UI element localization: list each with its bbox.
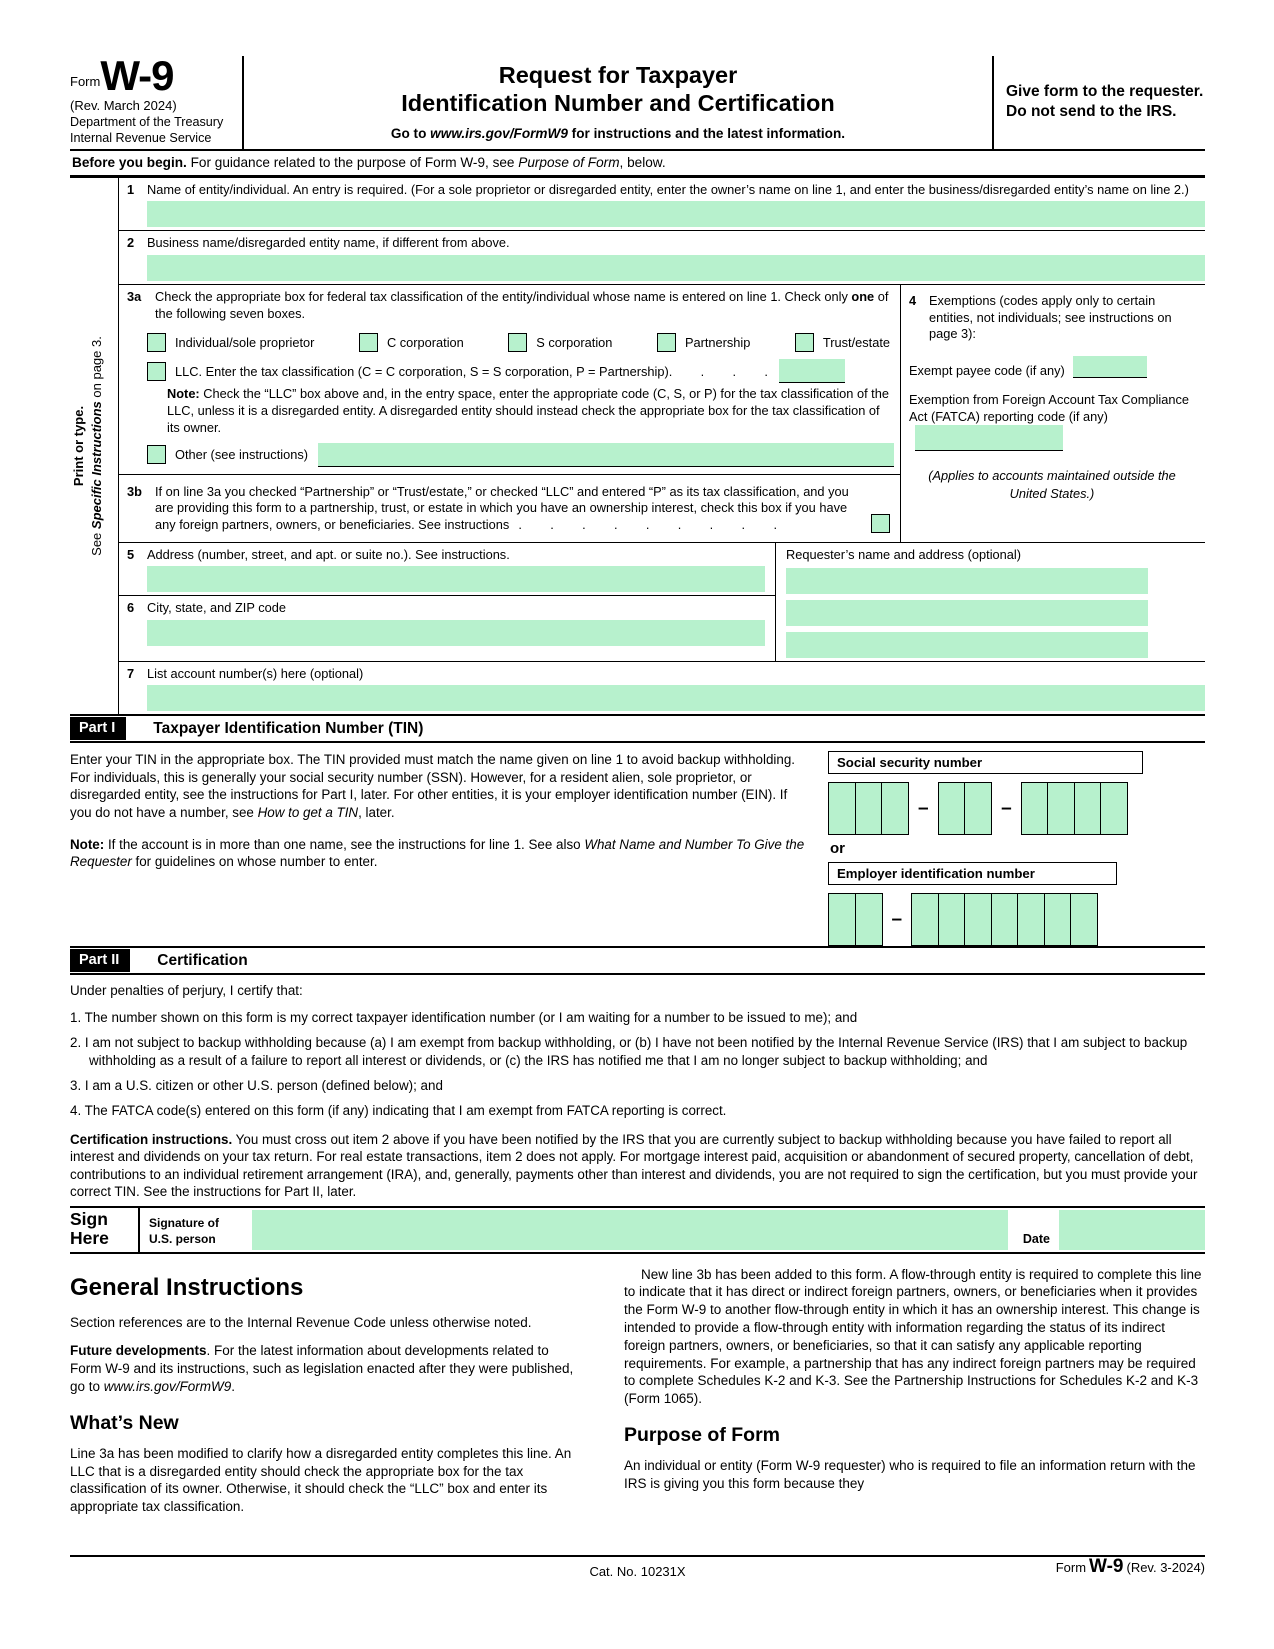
certification-intro: Under penalties of perjury, I certify that: [70,983,303,999]
signature-of-label [140,1208,252,1252]
ein-group2 [911,893,1098,946]
irs-url: www.irs.gov/FormW9 [430,126,568,142]
llc-note-bold: Note: [167,386,200,402]
certification-instructions [70,1131,1205,1201]
part1-title: Taxpayer Identification Number (TIN) [153,719,424,737]
future-developments-paragraph [70,1342,577,1395]
new-line3b-paragraph: New line 3b has been added to this form. A flow-through entity is required to complete this line to indicate that it has direct or indirect foreign partners, owners, or beneficiaries when it provides the Form W-9 to another flow-through entity in which it has an ownership interest. This change is intended to provide a flow-through entity with information regarding the status of its indirect foreign partners, owners, or beneficiaries, so that it can satisfy any applicable reporting requirements. For example, a partnership that has any indirect foreign partners may be required to complete Schedules K-2 and K-3. See the Partnership Instructions for Schedules K-2 and K-3 (Form 1065). [624,1266,1202,1407]
line3-and-4-row [119,285,1205,543]
catalog-number: Cat. No. 10231X [589,1564,686,1580]
ein-cells [828,893,1205,946]
requester-input-field-1[interactable] [786,568,1148,594]
ein-digit-cell[interactable] [828,893,856,946]
ssn-digit-cell[interactable] [1100,782,1128,835]
line6-number: 6 [127,600,135,616]
agency-label: Internal Revenue Service [70,130,212,145]
fatca-code-input[interactable] [915,425,1063,451]
form-number-line [70,52,234,99]
account-numbers-input-field[interactable] [147,685,1205,711]
llc-label: LLC. Enter the tax classification (C = C corporation, S = S corporation, P = Partnership) [175,363,669,379]
business-name-input-field[interactable] [147,255,1205,281]
other-input-field[interactable] [318,443,894,467]
line6-section [119,596,775,646]
other-row [147,443,894,467]
future-developments-end: . [231,1379,236,1395]
general-instructions-heading: General Instructions [70,1273,304,1301]
before-bold: Before you begin. [72,154,187,170]
certification-item-2: 2. I am not subject to backup withholding because (a) I am exempt from backup withholding, or (b) I have not been notified by the Internal Revenue Service (IRS) that I am subject to backup withholding as a result of a failure to report all interest or dividends, or (c) the IRS has notified me that I am no longer subject to backup withholding; and [70,1035,1188,1068]
line3a-text1: Check the appropriate box for federal tax classification of the entity/individual whose name is entered on line 1. Check only [155,288,852,304]
part1-header [70,714,1205,743]
department-label: Department of the Treasury [70,114,224,129]
footer-form-id [1055,1556,1205,1578]
line5-number: 5 [127,546,135,562]
s-corporation-checkbox[interactable] [508,333,527,352]
date-label [1008,1208,1059,1252]
purpose-of-form-heading: Purpose of Form [624,1424,781,1447]
ssn-digit-cell[interactable] [938,782,966,835]
c-corporation-checkbox[interactable] [359,333,378,352]
form-fields-main [118,178,1205,715]
form-fields-area [70,178,1205,715]
footer-revision: (Rev. 3-2024) [1126,1560,1205,1576]
llc-checkbox[interactable] [147,362,166,381]
line2-label-row [119,231,1205,252]
ein-label-box: Employer identification number [828,862,1117,885]
part2-header [70,946,1205,975]
llc-note [167,386,890,437]
certification-item-3: 3. I am a U.S. citizen or other U.S. person (defined below); and [70,1078,443,1094]
line4-number: 4 [909,292,917,308]
partnership-checkbox-label: Partnership [684,335,751,351]
before-italic: Purpose of Form [518,154,620,170]
line3a-bold-one: one [851,288,875,304]
line5-label-row [119,543,775,564]
how-to-get-tin-italic: How to get a TIN [257,804,359,820]
part1-note [70,836,807,871]
part1-note-text2: for guidelines on whose number to enter. [131,854,378,870]
partnership-checkbox[interactable] [657,333,676,352]
llc-dot-leaders: . . . . [668,363,769,379]
foreign-partners-checkbox[interactable] [871,514,890,533]
llc-note-text: Check the “LLC” box above and, in the entry space, enter the appropriate code (C, S, or P) for the tax classification of the LLC, unless it is a disregarded entity. A disregarded entity should instead check the appropriate box for the tax classification of its owner. [167,386,889,435]
part2-title: Certification [157,951,248,969]
line1-row [119,178,1205,232]
see-instructions-label [88,211,106,681]
whats-new-paragraph: Line 3a has been modified to clarify how a disregarded entity completes this line. An LLC that is a disregarded entity should check the appropriate box for the tax classification of its owner. Otherwise, it should check the “LLC” box and enter its appropriate tax classification. [70,1445,572,1515]
instructions-left-column [70,1266,577,1528]
ssn-digit-cell[interactable] [1074,782,1102,835]
certification-item-1: 1. The number shown on this form is my correct taxpayer identification number (or I am waiting for a number to be issued to me); and [70,1009,858,1025]
line3a-section [119,285,900,475]
s-corporation-checkbox-label: S corporation [536,335,613,351]
form-title-line2: Identification Number and Certification [401,89,835,116]
line6-label: City, state, and ZIP code [147,600,286,616]
part1-note-italic: What Name and Number To Give the Requester [70,837,805,870]
form-revision: (Rev. March 2024) [70,97,177,113]
line3b-dot-leaders: . . . . . . . . . [509,517,779,533]
line2-row [119,231,1205,285]
llc-classification-input[interactable] [779,359,845,383]
line3a-text2: of the following seven boxes. [155,288,889,321]
c-corporation-checkbox-label: C corporation [386,335,464,351]
print-or-type-sidebar [70,178,118,715]
trust-estate-checkbox-item [795,333,890,352]
form-title-block [244,56,992,149]
fatca-row [909,391,1195,452]
exempt-payee-row [909,356,1195,378]
tin-text: Enter your TIN in the appropriate box. The TIN provided must match the name given on line 1 to avoid backup withholding. For individuals, this is generally your social security number (SSN). However, for a resident alien, sole proprietor, or disregarded entity, see the instructions for Part I, later. For other entities, it is your employer identification number (EIN). If you do not have a number, see [70,752,795,820]
individual-checkbox[interactable] [147,333,166,352]
or-label: or [830,840,845,858]
sidebar-vertical-text [70,211,118,681]
ssn-digit-cell[interactable] [1047,782,1075,835]
before-text1: For guidance related to the purpose of Form W-9, see [186,154,519,170]
line3a-label [155,289,900,322]
trust-estate-checkbox-label: Trust/estate [822,335,890,351]
ein-dash: – [891,908,903,930]
ein-digit-cell[interactable] [1044,893,1072,946]
line5-label: Address (number, street, and apt. or suite no.). See instructions. [147,546,510,562]
ssn-group1 [828,782,909,835]
ssn-group3 [1021,782,1129,835]
goto-suffix: for instructions and the latest information. [567,126,846,142]
sign-here-row [70,1206,1205,1254]
ein-digit-cell[interactable] [938,893,966,946]
line4-label-row [909,289,1195,343]
exempt-payee-code-input[interactable] [1073,356,1147,378]
future-developments-bold: Future developments [70,1343,207,1359]
sign-word: Sign [70,1208,108,1229]
form-title-line1: Request for Taxpayer [498,62,738,88]
specific-instructions: Specific Instructions [89,401,105,530]
exempt-payee-label: Exempt payee code (if any) [909,362,1065,378]
ssn-dash2: – [1001,797,1012,819]
other-label: Other (see instructions) [175,447,308,463]
tin-entry-column [825,751,1205,946]
line2-label: Business name/disregarded entity name, if different from above. [147,235,510,251]
line7-number: 7 [127,665,135,681]
give-form-text: Give form to the requester. Do not send to the IRS. [1006,83,1204,121]
goto-prefix: Go to [390,126,431,142]
line7-row [119,662,1205,712]
requester-label: Requester’s name and address (optional) [786,546,1021,562]
line3b-label-row [119,480,870,534]
ssn-label-box: Social security number [828,751,1143,774]
form-title [258,62,978,117]
date-input-field[interactable] [1059,1210,1205,1250]
exemptions-column [900,285,1205,542]
form-header [70,52,1205,151]
fatca-label: Exemption from Foreign Account Tax Compliance Act (FATCA) reporting code (if any) [909,391,1190,425]
part1-note-bold: Note: [70,837,105,853]
applies-note: (Applies to accounts maintained outside the United States.) [928,468,1176,501]
line4-label: Exemptions (codes apply only to certain entities, not individuals; see instructions on page 3): [929,292,1172,342]
whats-new-heading: What’s New [70,1411,179,1434]
requester-column [775,543,1205,661]
line3b-section [119,475,900,542]
before-text2: , below. [619,154,666,170]
general-instructions-section [70,1266,1205,1528]
line5-6-row [119,543,1205,662]
before-you-begin [70,151,1205,178]
other-checkbox[interactable] [147,445,166,464]
part2-body [70,975,1205,1200]
ssn-digit-cell[interactable] [1021,782,1049,835]
line5-section [119,543,775,597]
ein-digit-cell[interactable] [911,893,939,946]
page3-suffix: on page 3. [89,336,105,402]
page-footer [70,1555,1205,1585]
llc-row [147,359,896,383]
sign-here-label [70,1208,140,1252]
form-id-block [70,52,244,149]
ssn-group2 [938,782,993,835]
certification-item-4: 4. The FATCA code(s) entered on this form (if any) indicating that I am exempt from FATCA reporting is correct. [70,1103,727,1119]
tax-classification-checkboxes [147,333,890,352]
footer-form-word: Form [1055,1560,1087,1576]
date-label-text: Date [1022,1231,1050,1246]
requester-input-field-2[interactable] [786,600,1148,626]
part1-instructions [70,751,825,946]
ssn-digit-cell[interactable] [881,782,909,835]
line3a-label-row [119,285,900,322]
line6-label-row [119,596,775,617]
c-corporation-checkbox-item [359,333,464,352]
signature-of-line2: U.S. person [149,1231,216,1246]
requester-input-field-3[interactable] [786,632,1148,658]
print-or-type-label: Print or type. [71,405,86,487]
ein-digit-cell[interactable] [991,893,1019,946]
name-input-field[interactable] [147,201,1205,227]
certification-instructions-text: You must cross out item 2 above if you have been notified by the IRS that you are currently subject to backup withholding because you have failed to report all interest and dividends on your tax return. For real estate transactions, item 2 does not apply. For mortgage interest paid, acquisition or abandonment of secured property, cancellation of debt, contributions to an individual retirement arrangement (IRA), and, generally, payments other than interest and dividends, you are not required to sign the certification, but you must provide your correct TIN. See the instructions for Part II, later. [70,1131,1198,1200]
line3b-text: If on line 3a you checked “Partnership” or “Trust/estate,” or checked “LLC” and entered “P” as its tax classification, and you are providing this form to a partnership, trust, or estate in which you have an ownership interest, check this box if you have any foreign partners, owners, or beneficiaries. See instructions [155,483,849,533]
ssn-digit-cell[interactable] [855,782,883,835]
instructions-right-column [624,1266,1205,1528]
address-column [119,543,775,661]
ein-digit-cell[interactable] [855,893,883,946]
section-references-paragraph: Section references are to the Internal Revenue Code unless otherwise noted. [70,1314,532,1330]
ein-group1 [828,893,883,946]
address-input-field[interactable] [147,566,765,592]
ssn-dash1: – [918,797,929,819]
line1-label-row [119,178,1205,199]
line3-column [119,285,900,542]
give-form-note [992,56,1205,149]
ssn-digit-cell[interactable] [964,782,992,835]
city-state-zip-input-field[interactable] [147,620,765,646]
line3b-number: 3b [127,483,142,499]
partnership-checkbox-item [657,333,750,352]
form-number: W-9 [100,52,174,99]
line7-label: List account number(s) here (optional) [147,665,364,681]
here-word: Here [70,1228,109,1249]
ein-digit-cell[interactable] [964,893,992,946]
line7-label-row [119,662,1205,683]
line1-label: Name of entity/individual. An entry is required. (For a sole proprietor or disregarded entity, enter the owner’s name on line 1, and enter the business/disregarded entity’s name on line 2.) [147,181,1189,197]
ssn-cells [828,782,1205,835]
line1-number: 1 [127,181,135,197]
part1-note-text1: If the account is in more than one name, see the instructions for line 1. See also [104,837,585,853]
see-prefix: See [89,529,105,556]
s-corporation-checkbox-item [508,333,612,352]
tin-text-end: , later. [358,804,395,820]
form-word: Form [70,73,101,89]
signature-input-field[interactable] [252,1210,1008,1250]
goto-instructions [258,126,978,141]
certification-instructions-bold: Certification instructions. [70,1131,233,1147]
line2-number: 2 [127,235,135,251]
ein-digit-cell[interactable] [1070,893,1098,946]
ein-digit-cell[interactable] [1017,893,1045,946]
line3a-number: 3a [127,288,142,304]
individual-checkbox-label: Individual/sole proprietor [175,335,315,351]
purpose-of-form-paragraph: An individual or entity (Form W-9 requester) who is required to file an information return with the IRS is giving you this form because they [624,1458,1196,1491]
trust-estate-checkbox[interactable] [795,333,814,352]
line3b-label [155,484,870,534]
part1-label: Part I [70,717,126,740]
signature-of-line1: Signature of [149,1215,220,1230]
ssn-digit-cell[interactable] [828,782,856,835]
part2-label: Part II [70,949,130,972]
future-developments-text: . For the latest information about developments related to Form W-9 and its instructions, such as legislation enacted after they were published, go to [70,1343,574,1395]
tin-paragraph [70,751,807,821]
future-developments-url: www.irs.gov/FormW9 [103,1379,232,1395]
part1-body [70,743,1205,946]
individual-checkbox-item [147,333,314,352]
footer-form-number: W-9 [1089,1556,1124,1578]
